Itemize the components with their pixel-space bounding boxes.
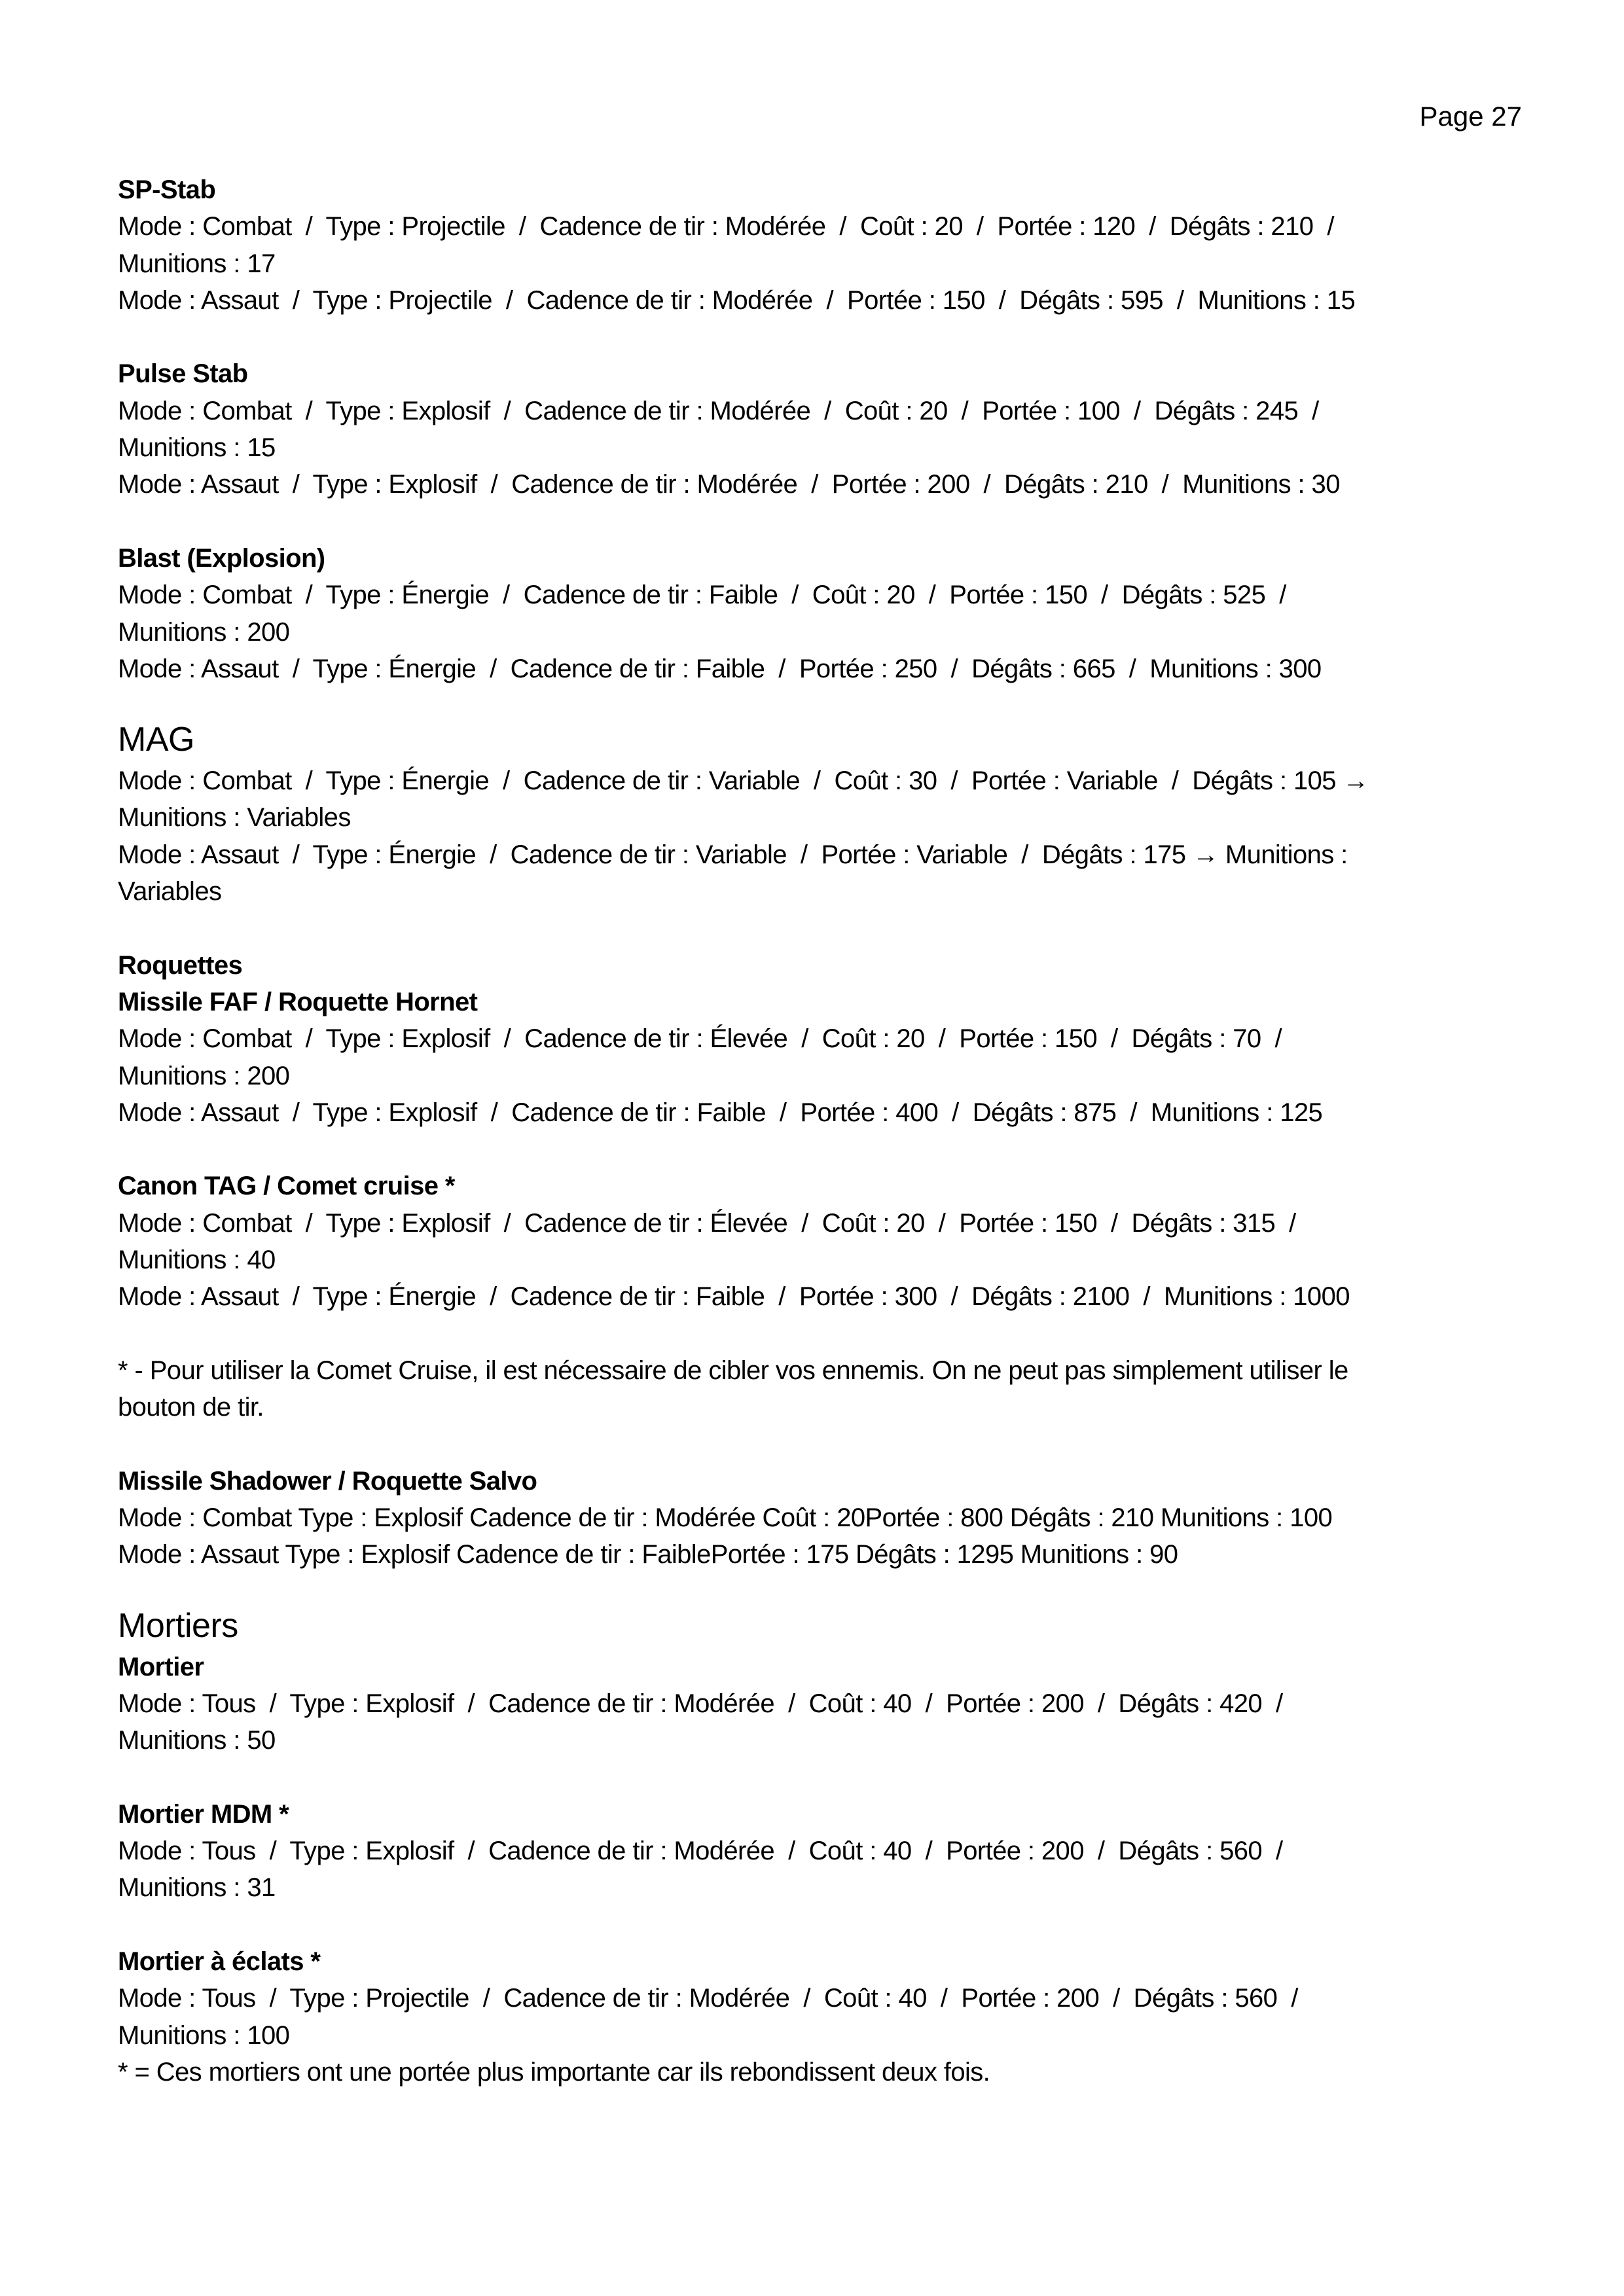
stat-line: Mode : Combat / Type : Énergie / Cadence de tir : Variable / Coût : 30 / Portée : Variable / Dégâts : 105 → bbox=[118, 766, 1369, 796]
stat-line: Mode : Assaut / Type : Énergie / Cadence de tir : Faible / Portée : 250 / Dégâts : 665 / Munitions : 300 bbox=[118, 654, 1322, 683]
spacer bbox=[118, 1759, 1512, 1796]
stat-line: Munitions : 15 bbox=[118, 433, 276, 463]
stat-line: Munitions : 100 bbox=[118, 2020, 290, 2050]
stat-line: Mode : Assaut / Type : Projectile / Cadence de tir : Modérée / Portée : 150 / Dégâts : 595 / Munitions : 15 bbox=[118, 285, 1356, 315]
weapon-title: SP-Stab bbox=[118, 175, 216, 204]
stat-line: Munitions : 200 bbox=[118, 1061, 290, 1090]
weapon-title: Missile FAF / Roquette Hornet bbox=[118, 987, 478, 1016]
spacer bbox=[118, 1907, 1512, 1943]
spacer bbox=[118, 503, 1512, 540]
stat-line: Mode : Tous / Type : Explosif / Cadence de tir : Modérée / Coût : 40 / Portée : 200 / Dégâts : 420 / bbox=[118, 1689, 1283, 1718]
spacer bbox=[118, 687, 1512, 717]
stat-line: Munitions : 17 bbox=[118, 249, 276, 278]
stat-line: Mode : Tous / Type : Projectile / Cadence de tir : Modérée / Coût : 40 / Portée : 200 / Dégâts : 560 / bbox=[118, 1984, 1298, 2013]
stat-line: Munitions : 31 bbox=[118, 1873, 276, 1903]
section-heading: Mortiers bbox=[118, 1606, 238, 1645]
weapon-title: Roquettes bbox=[118, 950, 243, 980]
stat-line: Mode : Assaut Type : Explosif Cadence de tir : FaiblePortée : 175 Dégâts : 1295 Munitions : 90 bbox=[118, 1540, 1178, 1570]
spacer bbox=[118, 319, 1512, 355]
stat-line: * = Ces mortiers ont une portée plus importante car ils rebondissent deux fois. bbox=[118, 2057, 990, 2087]
stat-line: Mode : Combat / Type : Explosif / Cadence de tir : Élevée / Coût : 20 / Portée : 150 / Dégâts : 70 / bbox=[118, 1024, 1282, 1054]
stat-line: Munitions : 50 bbox=[118, 1726, 276, 1755]
stat-line: Mode : Assaut / Type : Explosif / Cadence de tir : Faible / Portée : 400 / Dégâts : 875 / Munitions : 125 bbox=[118, 1098, 1323, 1127]
spacer bbox=[118, 1316, 1512, 1352]
stat-line: Mode : Combat / Type : Énergie / Cadence de tir : Faible / Coût : 20 / Portée : 150 / Dégâts : 525 / bbox=[118, 581, 1286, 610]
stat-line: Variables bbox=[118, 877, 222, 906]
spacer bbox=[118, 1131, 1512, 1168]
weapon-title: Pulse Stab bbox=[118, 359, 248, 389]
stat-line: Munitions : Variables bbox=[118, 803, 351, 833]
stat-line: Mode : Assaut / Type : Explosif / Cadence de tir : Modérée / Portée : 200 / Dégâts : 210 / Munitions : 30 bbox=[118, 470, 1340, 499]
stat-line: Mode : Combat / Type : Projectile / Cadence de tir : Modérée / Coût : 20 / Portée : 120 / Dégâts : 210 / bbox=[118, 212, 1334, 242]
stat-line: bouton de tir. bbox=[118, 1393, 264, 1422]
stat-line: Mode : Assaut / Type : Énergie / Cadence de tir : Faible / Portée : 300 / Dégâts : 2100 / Munitions : 1000 bbox=[118, 1282, 1350, 1312]
section-heading: MAG bbox=[118, 721, 194, 759]
page-number: Page 27 bbox=[1419, 101, 1522, 132]
stat-line: * - Pour utiliser la Comet Cruise, il est nécessaire de cibler vos ennemis. On ne peut pas simplement utiliser le bbox=[118, 1355, 1348, 1385]
weapon-title: Canon TAG / Comet cruise * bbox=[118, 1172, 455, 1201]
stat-line: Mode : Combat / Type : Explosif / Cadence de tir : Modérée / Coût : 20 / Portée : 100 / Dégâts : 245 / bbox=[118, 396, 1319, 425]
spacer bbox=[118, 1426, 1512, 1463]
stat-line: Mode : Assaut / Type : Énergie / Cadence de tir : Variable / Portée : Variable / Dégâts : 175 → Munitions : bbox=[118, 840, 1348, 869]
weapon-title: Blast (Explosion) bbox=[118, 543, 325, 573]
weapon-title: Missile Shadower / Roquette Salvo bbox=[118, 1466, 537, 1496]
spacer bbox=[118, 1573, 1512, 1603]
weapon-title: Mortier bbox=[118, 1652, 204, 1681]
weapon-title: Mortier MDM * bbox=[118, 1799, 289, 1829]
stat-line: Munitions : 40 bbox=[118, 1246, 276, 1275]
document-body bbox=[118, 171, 1512, 2090]
stat-line: Mode : Combat Type : Explosif Cadence de tir : Modérée Coût : 20Portée : 800 Dégâts : 210 Munitions : 100 bbox=[118, 1503, 1333, 1533]
stat-line: Mode : Tous / Type : Explosif / Cadence de tir : Modérée / Coût : 40 / Portée : 200 / Dégâts : 560 / bbox=[118, 1837, 1283, 1866]
weapon-title: Mortier à éclats * bbox=[118, 1947, 321, 1977]
stat-line: Munitions : 200 bbox=[118, 617, 290, 647]
spacer bbox=[118, 910, 1512, 946]
stat-line: Mode : Combat / Type : Explosif / Cadence de tir : Élevée / Coût : 20 / Portée : 150 / Dégâts : 315 / bbox=[118, 1208, 1296, 1238]
